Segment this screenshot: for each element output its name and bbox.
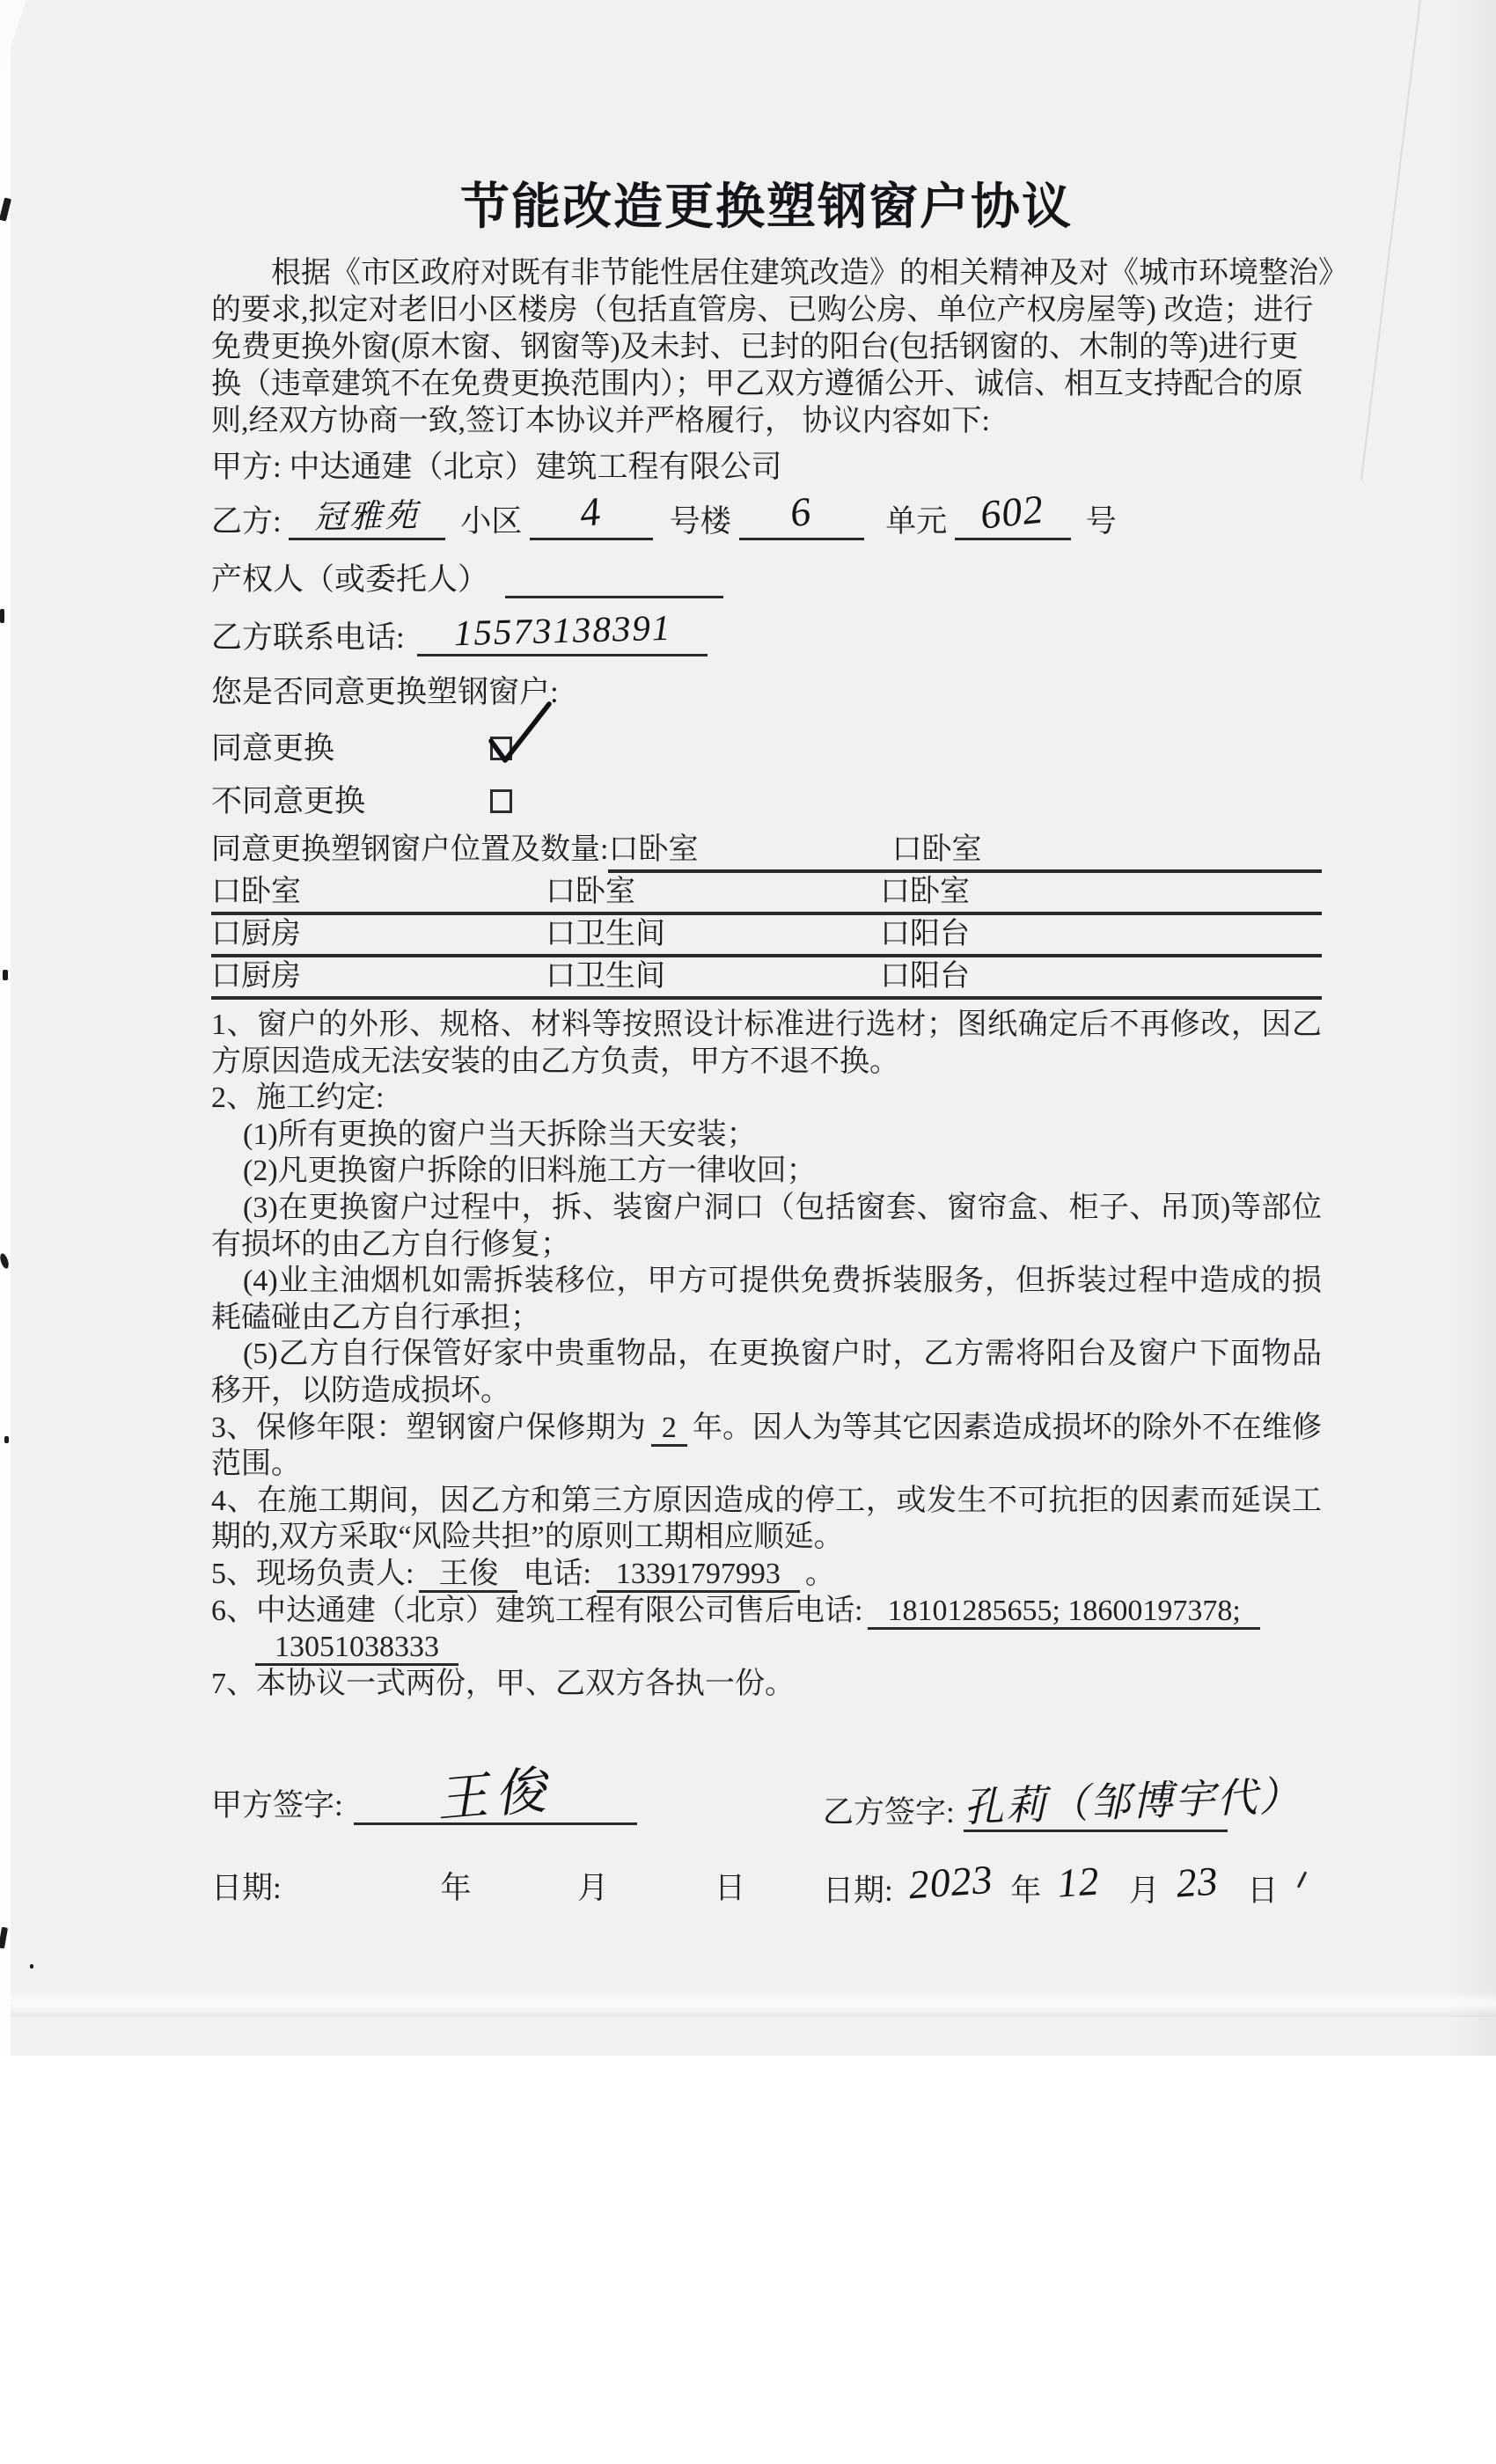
- party-a-signature-field: [354, 1761, 637, 1829]
- phone-label: 乙方联系电话:: [211, 620, 405, 655]
- agree-label: 同意更换: [211, 731, 335, 766]
- term-site-manager: [211, 1556, 1322, 1593]
- aftersales-phones: 18101285655; 18600197378;: [868, 1595, 1259, 1630]
- table-cell: 口卫生间: [546, 960, 665, 993]
- table-row: [211, 873, 1322, 915]
- term-aftersales-line2: [250, 1629, 1322, 1666]
- warranty-years-value: 2: [651, 1412, 687, 1447]
- intro-line: 换（违章建筑不在免费更换范围内）；甲乙双方遵循公开、诚信、相互支持配合的原: [211, 368, 1303, 400]
- party-b-label: 乙方:: [211, 504, 282, 539]
- term-construction-5: (5)乙方自行保管好家中贵重物品，在更换窗户时，乙方需将阳台及窗户下面物品移开，以防造成损坏。: [211, 1338, 1322, 1407]
- positions-header-row: [211, 831, 1322, 873]
- table-cell: 口卧室: [211, 876, 301, 908]
- positions-label: 同意更换塑钢窗户位置及数量:: [211, 833, 609, 866]
- paper-crease: [1360, 0, 1422, 480]
- intro-paragraph: [211, 255, 1348, 440]
- month-suffix: 月: [1128, 1874, 1160, 1908]
- agree-checkbox: [490, 737, 512, 760]
- party-a-label: 甲方:: [211, 450, 282, 484]
- room-no-field: [955, 486, 1071, 540]
- positions-header-cell: 口卧室: [608, 831, 891, 873]
- table-cell: 口卧室: [880, 876, 970, 908]
- year-suffix: 年: [440, 1871, 472, 1905]
- date-b-year-handwriting: 2023: [907, 1856, 995, 1908]
- party-a-signature-row: [211, 1761, 637, 1829]
- intro-line: 根据《市区政府对既有非节能性居住建筑改造》的相关精神及对《城市环境整治》: [271, 257, 1348, 290]
- term-construction-4: (4)业主油烟机如需拆装移位，甲方可提供免费拆装服务，但拆装过程中造成的损耗磕碰由乙方自行承担；: [211, 1265, 1322, 1334]
- room-no-handwriting: 602: [978, 486, 1046, 538]
- room-label: 号: [1085, 504, 1117, 539]
- table-cell: 口卫生间: [546, 918, 665, 950]
- pen-tick-mark: [1297, 1871, 1307, 1888]
- party-b-signature-label: 乙方签字:: [823, 1795, 955, 1830]
- party-b-signature-field: [962, 1773, 1302, 1832]
- building-label: 号楼: [669, 504, 731, 539]
- site-manager-label: 5、现场负责人:: [211, 1557, 414, 1590]
- terms-section: [211, 1007, 1322, 1702]
- year-suffix: 年: [1010, 1874, 1042, 1908]
- intro-line: 则,经双方协商一致,签订本协议并严格履行， 协议内容如下:: [211, 405, 990, 437]
- positions-table: [211, 873, 1322, 1000]
- date-b-label: 日期:: [823, 1874, 893, 1908]
- term-copies: 7、本协议一式两份，甲、乙双方各执一份。: [211, 1667, 795, 1700]
- aftersales-label: 6、中达通建（北京）建筑工程有限公司售后电话:: [211, 1594, 863, 1627]
- party-a-name: 中达通建（北京）建筑工程有限公司: [289, 450, 782, 484]
- aftersales-phone-3: 13051038333: [255, 1631, 458, 1666]
- term-delay: 4、在施工期间，因乙方和第三方原因造成的停工，或发生不可抗拒的因素而延误工期的,双方采取“风险共担”的原则工期相应顺延。: [211, 1484, 1322, 1554]
- disagree-checkbox: [490, 789, 512, 813]
- unit-no-field: [739, 488, 864, 540]
- phone-field: [417, 606, 708, 656]
- scan-speck: [3, 970, 8, 980]
- party-b-signature: 孔莉（邹博宇代）: [962, 1773, 1302, 1830]
- table-cell: 口阳台: [880, 918, 970, 950]
- term-construction-1: (1)所有更换的窗户当天拆除当天安装；: [243, 1118, 757, 1151]
- day-suffix: 日: [1247, 1874, 1279, 1908]
- document-body: [211, 180, 1348, 1702]
- agree-row: [211, 730, 1322, 767]
- party-a-signature: 王俊: [434, 1761, 555, 1829]
- term-aftersales: [211, 1593, 1322, 1630]
- site-manager-end: 。: [804, 1557, 835, 1590]
- paper-crease-bottom: [0, 1991, 1496, 2017]
- term-construction-heading: 2、施工约定:: [211, 1082, 385, 1115]
- consent-question: 您是否同意更换塑钢窗户:: [211, 675, 559, 709]
- table-cell: 口卧室: [546, 876, 635, 908]
- scan-speck: [0, 609, 4, 623]
- site-manager-phone: 13391797993: [597, 1558, 800, 1593]
- owner-field: [505, 560, 723, 598]
- disagree-label: 不同意更换: [211, 784, 366, 818]
- party-b-signature-row: [823, 1773, 1302, 1832]
- scan-speck: [30, 1964, 33, 1969]
- owner-label: 产权人（或委托人）: [211, 562, 489, 597]
- warranty-text-post: 年。因人为等其它因素造成损坏的除外不在维修范围。: [211, 1411, 1323, 1481]
- table-cell: 口阳台: [880, 960, 970, 993]
- building-no-field: [530, 488, 653, 540]
- phone-handwriting: 15573138391: [453, 606, 672, 654]
- month-suffix: 月: [577, 1871, 609, 1905]
- party-a-date-row: [211, 1864, 745, 1908]
- phone-line: [211, 606, 1322, 656]
- term-materials: 1、窗户的外形、规格、材料等按照设计标准进行选材；图纸确定后不再修改，因乙方原因造成无法安装的由乙方负责，甲方不退不换。: [211, 1008, 1322, 1078]
- checkmark-icon: [480, 699, 556, 771]
- date-b-month-handwriting: 12: [1055, 1858, 1102, 1906]
- term-warranty: [211, 1410, 1322, 1483]
- scan-edge-strip: [0, 0, 11, 2056]
- building-no-handwriting: 4: [577, 488, 604, 536]
- party-b-line: [211, 486, 1322, 540]
- term-construction-3: (3)在更换窗户过程中，拆、装窗户洞口（包括窗套、窗帘盒、柜子、吊顶)等部位有损坏的由乙方自行修复；: [211, 1191, 1322, 1261]
- owner-line: [211, 560, 1322, 598]
- party-b-date-row: [823, 1856, 1279, 1910]
- unit-label: 单元: [885, 504, 948, 539]
- site-manager-phone-label: 电话:: [523, 1557, 591, 1590]
- positions-header-cell: 口卧室: [891, 831, 1322, 873]
- community-handwriting: 冠雅苑: [314, 497, 421, 537]
- party-a-signature-label: 甲方签字:: [211, 1788, 343, 1822]
- date-b-day-handwriting: 23: [1174, 1858, 1220, 1906]
- page-title: 节能改造更换塑钢窗户协议: [460, 180, 1073, 235]
- date-a-label: 日期:: [211, 1871, 282, 1905]
- term-construction-2: (2)凡更换窗户拆除的旧料施工方一律收回；: [243, 1155, 817, 1188]
- table-row: [211, 915, 1322, 957]
- intro-line: 的要求,拟定对老旧小区楼房（包括直管房、已购公房、单位产权房屋等) 改造；进行: [211, 294, 1314, 326]
- scan-speck: [4, 1436, 9, 1443]
- table-cell: 口厨房: [211, 918, 301, 950]
- community-suffix: 小区: [460, 504, 523, 539]
- site-manager-name: 王俊: [419, 1558, 517, 1593]
- table-cell: 口厨房: [211, 960, 301, 993]
- day-suffix: 日: [715, 1871, 746, 1905]
- page-fold-shadow: [1447, 0, 1496, 2056]
- scan-corner: [0, 0, 26, 79]
- unit-no-handwriting: 6: [788, 488, 814, 536]
- community-field: [289, 497, 445, 540]
- intro-line: 免费更换外窗(原木窗、钢窗等)及未封、已封的阳台(包括钢窗的、木制的等)进行更: [211, 331, 1299, 363]
- disagree-row: [211, 783, 1322, 820]
- party-a-line: [211, 449, 1322, 486]
- warranty-text-pre: 3、保修年限：塑钢窗户保修期为: [211, 1411, 646, 1444]
- table-row: [211, 957, 1322, 1000]
